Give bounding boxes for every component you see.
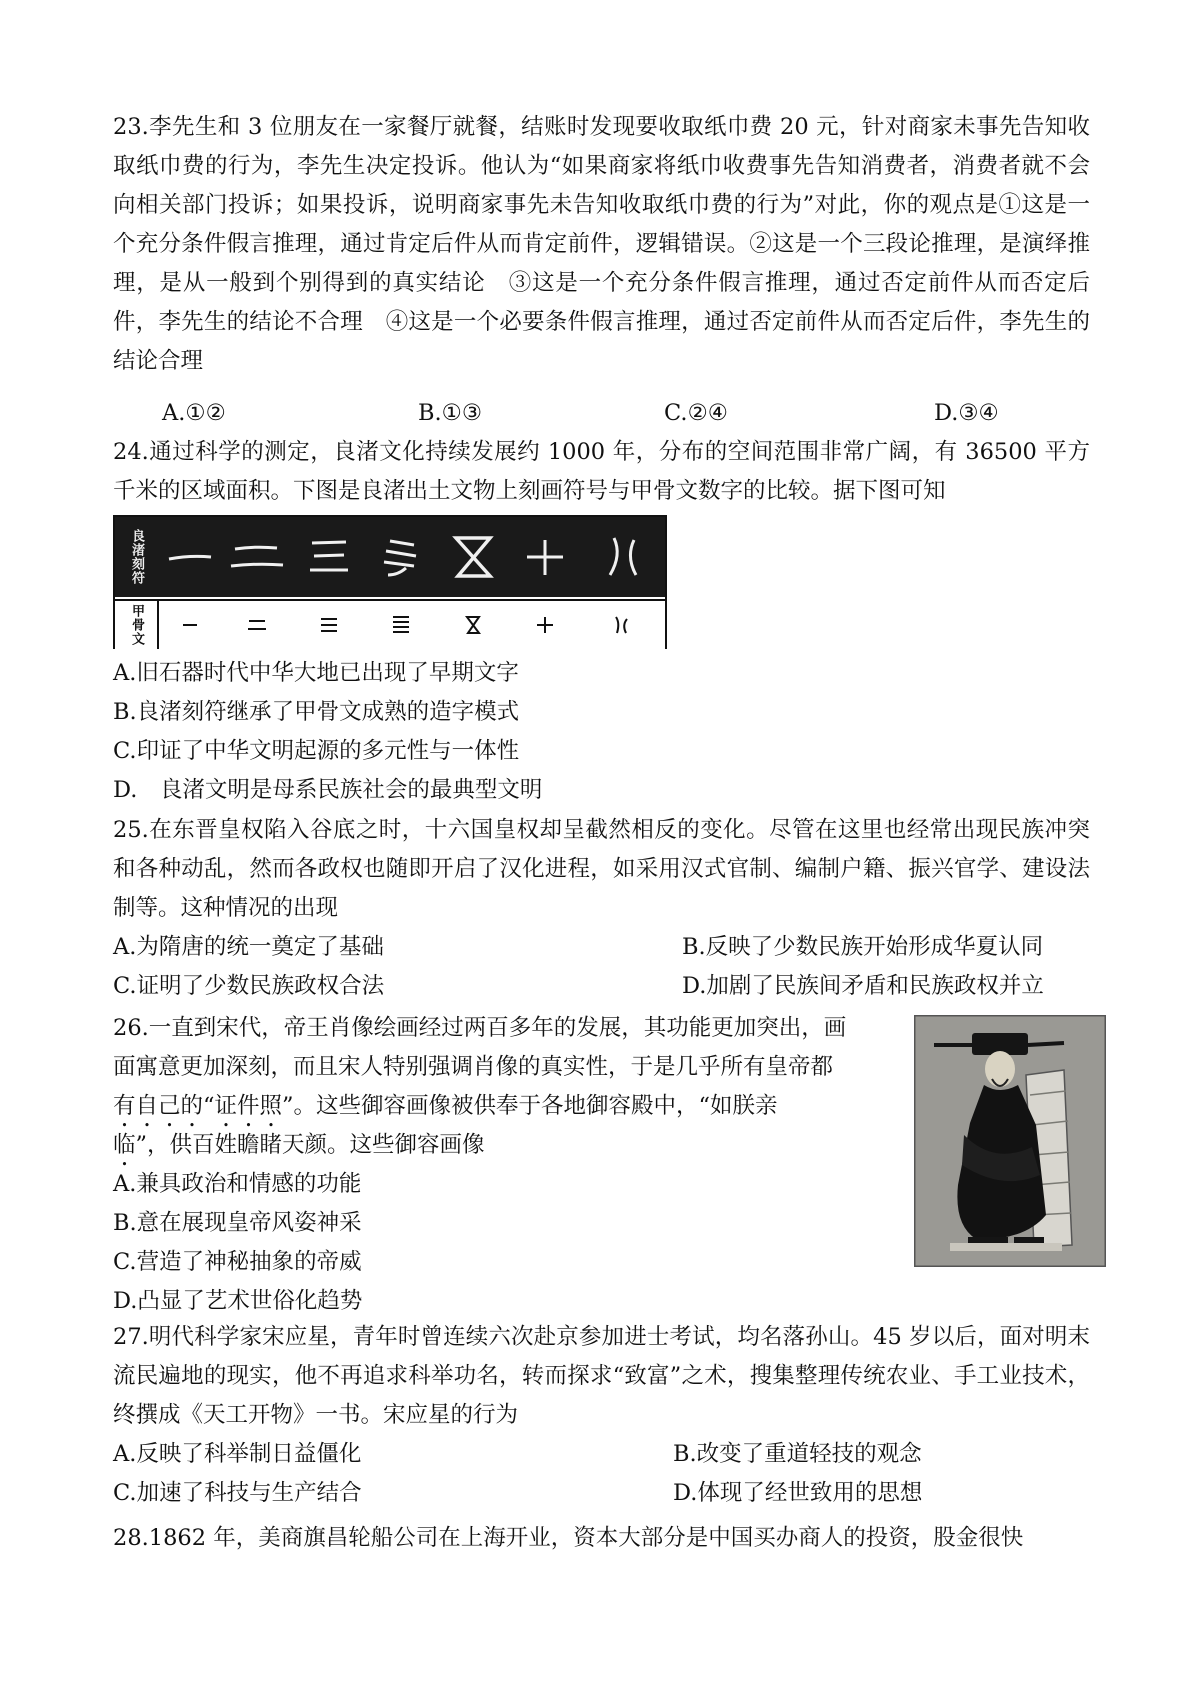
q26-line-4: 临”，供百姓瞻睹天颜。这些御容画像 [113,1132,485,1158]
q24-option-b[interactable]: B.良渚刻符继承了甲骨文成熟的造字模式 [113,699,520,725]
q26-emphasis-phrase-2: 临” [113,1132,148,1158]
q25-option-a[interactable]: A.为隋唐的统一奠定了基础 [113,934,384,960]
question-27-options-row2 [0,1474,1200,1513]
q24-option-a[interactable]: A.旧石器时代中华大地已出现了早期文字 [113,660,519,686]
q26-option-a[interactable]: A.兼具政治和情感的功能 [113,1171,362,1197]
oracle-glyph-7-icon [581,601,661,649]
q27-option-b[interactable]: B.改变了重道轻技的观念 [673,1441,922,1467]
liangzhu-glyph-2-icon [221,517,293,597]
q25-option-c[interactable]: C.证明了少数民族政权合法 [113,973,385,999]
q25-option-d[interactable]: D.加剧了民族间矛盾和民族政权并立 [682,973,1044,999]
q24-option-d[interactable]: D. 良渚文明是母系民族社会的最典型文明 [113,777,543,803]
question-25-options-row2 [0,967,1200,1006]
question-25 [113,811,1090,928]
liangzhu-glyph-1-icon [159,517,221,597]
question-25-options-row1 [0,928,1200,967]
liangzhu-glyph-3-icon [293,517,365,597]
q26-option-c[interactable]: C.营造了神秘抽象的帝威 [113,1249,362,1275]
q27-option-a[interactable]: A.反映了科举制日益僵化 [113,1441,362,1467]
q26-line-3: 有自己的“证件照”。这些御容画像被供奉于各地御容殿中，“如朕亲 [113,1093,778,1119]
oracle-glyph-4-icon [365,601,437,649]
glyph-comparison-table [113,515,667,649]
q23-option-d[interactable]: D.③④ [934,400,999,426]
q23-option-b[interactable]: B.①③ [418,400,483,426]
oracle-glyph-2-icon [221,601,293,649]
question-24-text: 24.通过科学的测定，良渚文化持续发展约 1000 年，分布的空间范围非常广阔，有 36500 平方千米的区域面积。下图是良渚出土文物上刻画符号与甲骨文数字的比较。据下图可知 [113,439,1090,504]
question-25-text: 25.在东晋皇权陷入谷底之时，十六国皇权却呈截然相反的变化。尽管在这里也经常出现民族冲突和各种动乱，然而各政权也随即开启了汉化进程，如采用汉式官制、编制户籍、振兴官学、建设法制等。这种情况的出现 [113,817,1090,921]
q25-option-b[interactable]: B.反映了少数民族开始形成华夏认同 [682,934,1044,960]
oracle-glyph-1-icon [159,601,221,649]
question-23-options [0,394,1200,433]
liangzhu-glyph-row [115,517,665,597]
question-28-text: 28.1862 年，美商旗昌轮船公司在上海开业，资本大部分是中国买办商人的投资，股金很快 [113,1525,1024,1551]
q27-option-c[interactable]: C.加速了科技与生产结合 [113,1480,362,1506]
liangzhu-row-header: 良渚刻符 [129,529,144,585]
q23-option-c[interactable]: C.②④ [664,400,728,426]
oracle-glyph-3-icon [293,601,365,649]
question-23 [113,108,1090,381]
liangzhu-glyph-7-icon [581,517,661,597]
q26-emphasis-phrase-1: 有自己的“证件照” [113,1093,294,1119]
question-27-options-row1 [0,1435,1200,1474]
q26-line-2: 面寓意更加深刻，而且宋人特别强调肖像的真实性，于是几乎所有皇帝都 [113,1054,834,1080]
liangzhu-glyph-6-icon [509,517,581,597]
oracle-row-header: 甲骨文 [115,601,159,649]
oracle-glyph-5-icon [437,601,509,649]
question-27 [113,1318,1090,1435]
emperor-portrait-icon [914,1015,1106,1267]
q26-option-b[interactable]: B.意在展现皇帝风姿神采 [113,1210,362,1236]
liangzhu-glyph-5-icon [437,517,509,597]
oracle-bone-row [115,599,665,649]
question-24 [113,433,1090,511]
q23-option-a[interactable]: A.①② [162,400,226,426]
oracle-glyph-6-icon [509,601,581,649]
q27-option-d[interactable]: D.体现了经世致用的思想 [673,1480,923,1506]
question-23-text: 23.李先生和 3 位朋友在一家餐厅就餐，结账时发现要收取纸巾费 20 元，针对商家未事先告知收取纸巾费的行为，李先生决定投诉。他认为“如果商家将纸巾收费事先告知消费者，消费者就不会向相关部门投诉；如果投诉，说明商家事先未告知收取纸巾费的行为”对此，你的观点是①这是一个充分条件假言推理，通过肯定后件从而肯定前件，逻辑错误。②这是一个三段论推理，是演绎推理，是从一般到个别得到的真实结论 ③这是一个充分条件假言推理，通过否定前件从而否定后件，李先生的结论不合理 ④这是一个必要条件假言推理，通过否定前件从而否定后件，李先生的结论合理 [113,114,1090,374]
liangzhu-glyph-4-icon [365,517,437,597]
question-27-text: 27.明代科学家宋应星，青年时曾连续六次赴京参加进士考试，均名落孙山。45 岁以后，面对明末流民遍地的现实，他不再追求科举功名，转而探求“致富”之术，搜集整理传统农业、手工业技术，终撰成《天工开物》一书。宋应星的行为 [113,1324,1090,1428]
q26-option-d[interactable]: D.凸显了艺术世俗化趋势 [113,1288,363,1314]
q24-option-c[interactable]: C.印证了中华文明起源的多元性与一体性 [113,738,520,764]
q26-line-1: 26.一直到宋代，帝王肖像绘画经过两百多年的发展，其功能更加突出，画 [113,1015,847,1041]
